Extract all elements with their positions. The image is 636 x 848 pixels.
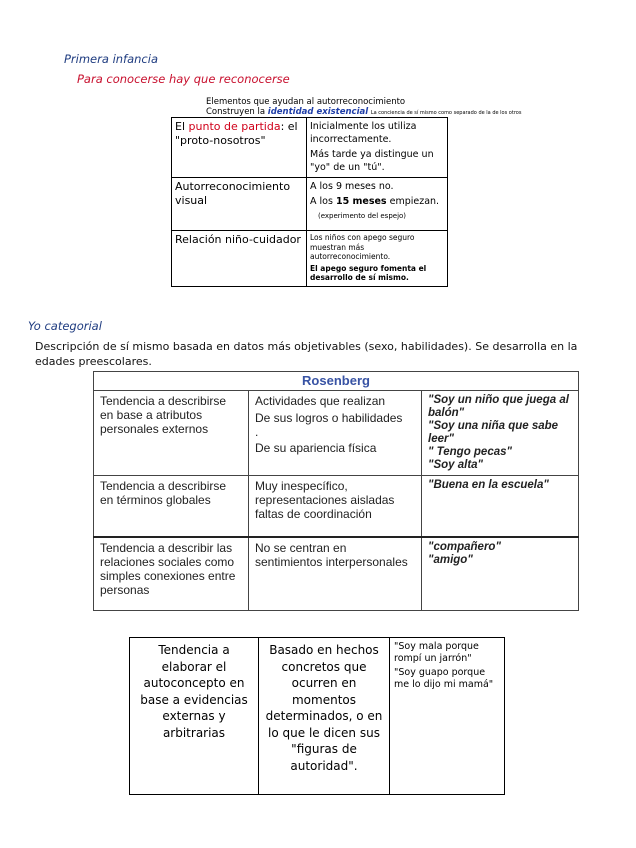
row3-left: Relación niño-cuidador — [175, 233, 301, 246]
rosenberg-row1-col2-c: . — [255, 425, 259, 439]
table-row — [172, 118, 448, 178]
rosenberg-row3-col2: No se centran en sentimientos interpersonales — [255, 541, 408, 569]
table-cell — [130, 638, 259, 795]
15-meses-bold: 15 meses — [335, 196, 387, 207]
table-cell — [307, 178, 448, 231]
row2-right-c: (experimento del espejo) — [318, 212, 407, 220]
row1-right-a: Inicialmente los utiliza incorrectamente. — [310, 121, 417, 145]
punto-de-partida-highlight: punto de partida — [188, 120, 281, 133]
autoconcepto-col2: Basado en hechos concretos que ocurren en momentos determinados, o en lo que le dicen sus "figuras de autoridad". — [265, 643, 383, 773]
rosenberg-row2-col1: Tendencia a describirse en términos globales — [100, 479, 227, 507]
quote: " Tengo pecas" — [428, 446, 512, 458]
row2-right-a: A los 9 meses no. — [310, 181, 394, 192]
table-row — [94, 537, 579, 611]
table-cell — [422, 476, 579, 538]
intro-line-1: Elementos que ayudan al autorreconocimiento — [206, 97, 406, 107]
rosenberg-row1-col2-a: Actividades que realizan — [255, 394, 386, 408]
quote: "Soy mala porque rompí un jarrón" — [394, 641, 479, 664]
table-cell — [259, 638, 390, 795]
rosenberg-table — [93, 371, 579, 611]
table-cell — [422, 537, 579, 611]
rosenberg-row1-col2-d: De su apariencia física — [255, 441, 377, 455]
row1-left-suffix: : el "proto-nosotros" — [175, 120, 298, 147]
intro-line-2-prefix: Construyen la — [206, 107, 266, 117]
rosenberg-row1-col2-b: De sus logros o habilidades — [255, 411, 403, 425]
yo-categorial-description: Descripción de sí mismo basada en datos más objetivables (sexo, habilidades). Se desarrolla en la edades preescolares. — [35, 340, 578, 368]
row3-right-b: El apego seguro fomenta el desarrollo de sí mismo. — [310, 263, 427, 282]
subtitle-reconocerse: Para conocerse hay que reconocerse — [77, 72, 290, 86]
table-row — [94, 391, 579, 476]
quote: "Soy alta" — [428, 459, 484, 471]
rosenberg-row3-col1: Tendencia a describir las relaciones sociales como simples conexiones entre personas — [100, 541, 236, 597]
table-cell — [307, 118, 448, 178]
quote: "Soy guapo porque me lo dijo mi mamá" — [394, 667, 494, 690]
autoconcepto-col1: Tendencia a elaborar el autoconcepto en base a evidencias externas y arbitrarias — [140, 643, 248, 740]
table-row — [172, 178, 448, 231]
rosenberg-header: Rosenberg — [94, 372, 579, 391]
section-title-yo-categorial: Yo categorial — [28, 319, 102, 333]
table-cell — [94, 391, 249, 476]
autoconcepto-table — [129, 637, 505, 795]
row2-right-b — [310, 195, 444, 208]
row2-right-b-suffix: empiezan. — [389, 196, 440, 207]
table-cell — [307, 231, 448, 287]
quote: "Buena en la escuela" — [428, 479, 549, 491]
section-title-primera-infancia: Primera infancia — [64, 52, 158, 66]
table-row — [94, 372, 579, 391]
table-cell — [94, 476, 249, 538]
table-cell — [390, 638, 505, 795]
identidad-existencial-highlight: identidad existencial — [267, 107, 369, 117]
table-row — [172, 231, 448, 287]
rosenberg-row2-col2: Muy inespecífico, representaciones aisladas faltas de coordinación — [255, 479, 395, 521]
autorreconocimiento-table — [171, 117, 448, 287]
row1-right-b: Más tarde ya distingue un "yo" de un "tú". — [310, 149, 434, 173]
rosenberg-row1-col1: Tendencia a describirse en base a atributos personales externos — [100, 394, 227, 436]
table-cell — [422, 391, 579, 476]
intro-line-2-note: La conciencia de sí mismo como separado de la de los otros — [370, 110, 522, 116]
row1-left-prefix: El — [175, 120, 186, 133]
table-cell — [94, 537, 249, 611]
table-cell — [249, 391, 422, 476]
quote: "Soy un niño que juega al balón" — [428, 394, 569, 419]
table-cell — [249, 476, 422, 538]
row2-right-b-prefix: A los — [310, 196, 333, 207]
table-cell — [172, 231, 307, 287]
row2-left: Autorreconocimiento visual — [175, 180, 291, 207]
table-row — [130, 638, 505, 795]
quote: "compañero" — [428, 541, 501, 553]
table-row — [94, 476, 579, 538]
quote: "amigo" — [428, 554, 473, 566]
quote: "Soy una niña que sabe leer" — [428, 420, 559, 445]
row3-right-a: Los niños con apego seguro muestran más autorreconocimiento. — [310, 233, 415, 261]
table-cell — [172, 178, 307, 231]
table-cell — [249, 537, 422, 611]
table-cell — [172, 118, 307, 178]
